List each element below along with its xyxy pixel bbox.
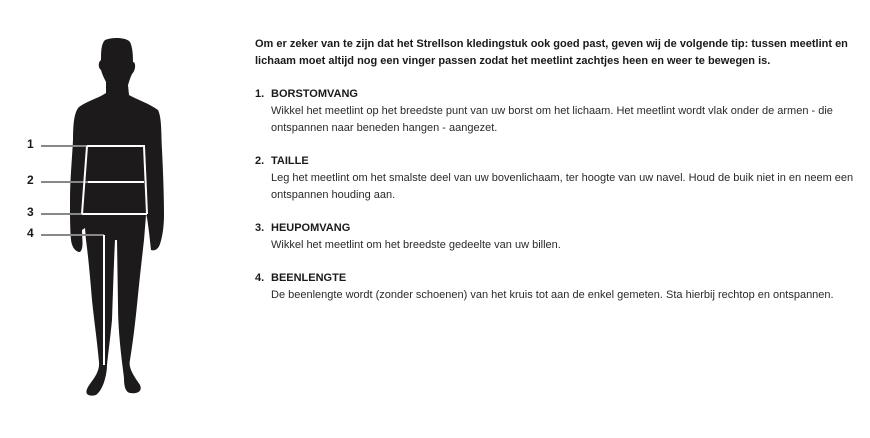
section-number: 2. — [255, 155, 265, 167]
marker-4-label: 4 — [27, 226, 34, 240]
body-measurement-figure — [0, 0, 200, 438]
marker-1-label: 1 — [27, 137, 34, 151]
section-chest — [255, 87, 855, 137]
section-waist — [255, 154, 855, 204]
section-heading — [255, 154, 855, 169]
section-hips — [255, 221, 855, 254]
section-title: BORSTOMVANG — [271, 88, 358, 100]
section-title: TAILLE — [271, 155, 309, 167]
intro-paragraph: Om er zeker van te zijn dat het Strellson kledingstuk ook goed past, geven wij de volgende tip: tussen meetlint en lichaam moet altijd nog een vinger passen zodat het meetlint zachtjes heen en weer te bewegen is. — [255, 38, 848, 67]
section-body: Wikkel het meetlint om het breedste gedeelte van uw billen. — [271, 239, 561, 251]
section-body: De beenlengte wordt (zonder schoenen) van het kruis tot aan de enkel gemeten. Sta hierbij rechtop en ontspannen. — [271, 289, 834, 301]
section-inseam — [255, 271, 855, 304]
section-heading — [255, 271, 855, 286]
section-body: Wikkel het meetlint op het breedste punt van uw borst om het lichaam. Het meetlint wordt vlak onder de armen - die ontspannen naar beneden hangen - aangezet. — [271, 105, 833, 134]
section-title: HEUPOMVANG — [271, 222, 351, 234]
section-heading — [255, 87, 855, 102]
section-number: 1. — [255, 88, 265, 100]
section-title: BEENLENGTE — [271, 272, 347, 284]
measurement-instructions — [255, 36, 855, 304]
human-silhouette-icon — [0, 0, 200, 438]
marker-3-label: 3 — [27, 205, 34, 219]
section-heading — [255, 221, 855, 236]
section-number: 3. — [255, 222, 265, 234]
marker-2-label: 2 — [27, 173, 34, 187]
section-body: Leg het meetlint om het smalste deel van uw bovenlichaam, ter hoogte van uw navel. Houd de buik niet in en neem een ontspannen houding aan. — [271, 172, 854, 201]
section-number: 4. — [255, 272, 265, 284]
